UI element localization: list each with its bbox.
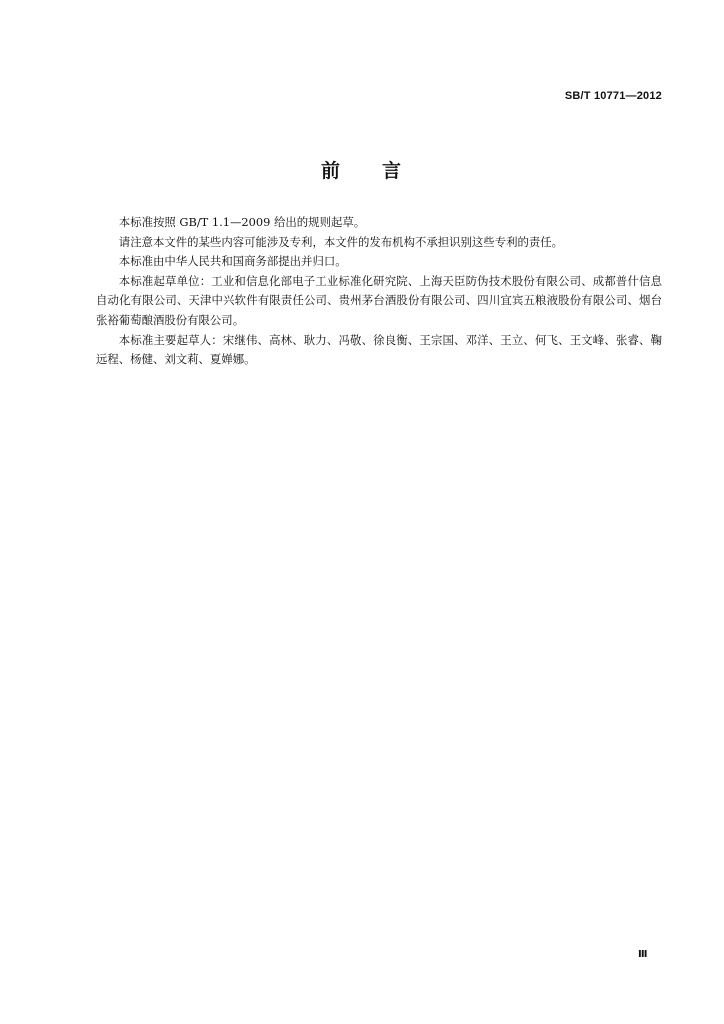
paragraph-drafting-units: 本标准起草单位：工业和信息化部电子工业标准化研究院、上海天臣防伪技术股份有限公司、成都普什信息自动化有限公司、天津中兴软件有限责任公司、贵州茅台酒股份有限公司、四川宜宾五粮液股份有限公司、烟台张裕葡萄酿酒股份有限公司。 [96,273,662,327]
standard-code: SB/T 10771—2012 [564,90,662,102]
paragraph-drafting-rules: 本标准按照 GB/T 1.1—2009 给出的规则起草。 [118,215,366,229]
paragraph-patent-notice: 请注意本文件的某些内容可能涉及专利，本文件的发布机构不承担识别这些专利的责任。 [118,234,564,249]
paragraph-drafters: 本标准主要起草人：宋继伟、高林、耿力、冯敬、徐良衡、王宗国、邓洋、王立、何飞、王文峰、张睿、鞠远程、杨健、刘文莉、夏婵娜。 [96,332,662,367]
foreword-body [96,213,662,370]
page-number: Ⅲ [638,949,648,960]
page-title-char-2: 言 [382,160,404,182]
page-title [0,156,724,183]
paragraph-proposer: 本标准由中华人民共和国商务部提出并归口。 [118,254,347,269]
page-title-char-1: 前 [320,160,342,182]
